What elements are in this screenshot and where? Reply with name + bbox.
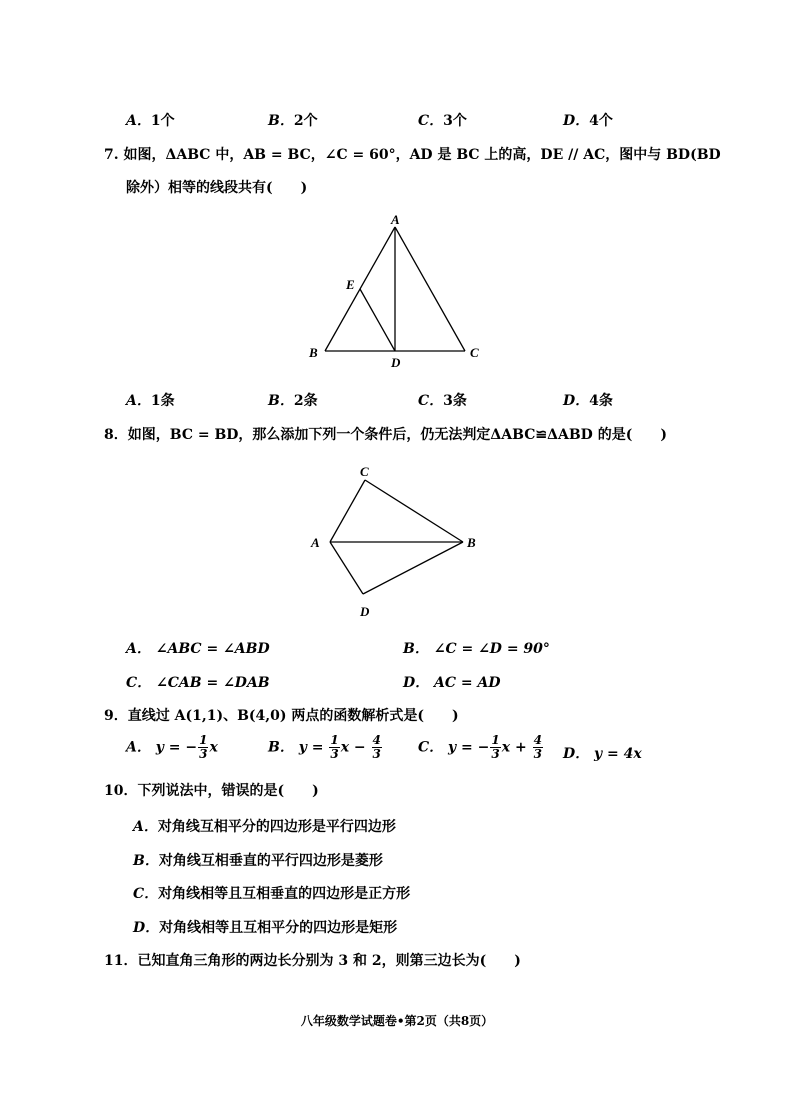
q9-option-c: C． y = − $\frac{1}{3}$ x + $\frac{4}{3}$ [418,733,542,761]
q7-label-c: C [470,345,479,360]
q8-option-a: A． ∠ABC = ∠ABD [126,641,270,657]
q10-option-a: A．对角线互相平分的四边形是平行四边形 [133,819,396,835]
q7-stem-line1: 7. 如图，ΔABC 中，AB = BC，∠C = 60°，AD 是 BC 上的高，DE // AC，图中与 BD(BD [104,147,721,163]
q8-label-c: C [360,464,369,479]
q8-segment-ac [330,480,365,542]
q7-option-a: A．1条 [126,393,175,409]
fraction: $\frac{1}{3}$ [199,733,208,761]
q8-label-a: A [311,535,320,550]
q9-option-b: B． y = $\frac{1}{3}$ x − $\frac{4}{3}$ [268,733,381,761]
q7-option-c: C．3条 [418,393,467,409]
q7-segment-ac [395,227,465,351]
q6-option-d: D．4个 [563,113,613,129]
q8-figure [300,458,500,628]
q8-stem: 8．如图，BC = BD，那么添加下列一个条件后，仍无法判定ΔABC≌ΔABD 的是( ) [104,427,667,443]
q8-option-c: C． ∠CAB = ∠DAB [126,675,270,691]
fraction: $\frac{1}{3}$ [330,733,339,761]
q6-option-b: B．2个 [268,113,318,129]
q8-option-b: B． ∠C = ∠D = 90° [403,641,550,657]
q10-stem: 10．下列说法中，错误的是( ) [104,783,319,799]
q7-label-d: D [391,355,401,370]
q7-stem-line2: 除外）相等的线段共有( ) [126,180,308,196]
fraction: $\frac{4}{3}$ [372,733,381,761]
q8-label-b: B [467,535,476,550]
q10-option-b: B．对角线互相垂直的平行四边形是菱形 [133,853,383,869]
q9-option-a: A． y = − $\frac{1}{3}$ x [126,733,218,761]
q7-label-b: B [309,345,318,360]
q7-segment-de [360,289,395,351]
q10-option-c: C．对角线相等且互相垂直的四边形是正方形 [133,886,411,902]
q8-segment-db [363,542,463,594]
q8-label-d: D [360,604,370,619]
q7-figure [300,205,500,375]
q8-option-d: D． AC = AD [403,675,501,691]
fraction: $\frac{4}{3}$ [533,733,542,761]
q8-segment-cb [365,480,463,542]
q6-option-c: C．3个 [418,113,467,129]
q9-stem: 9．直线过 A(1,1)、B(4,0) 两点的函数解析式是( ) [104,708,459,724]
q10-option-d: D．对角线相等且互相平分的四边形是矩形 [133,920,398,936]
q7-label-e: E [346,277,355,292]
q9-option-d: D． y = 4x [563,746,642,762]
q11-stem: 11．已知直角三角形的两边长分别为 3 和 2，则第三边长为( ) [104,953,521,969]
q7-option-b: B．2条 [268,393,318,409]
q7-label-a: A [391,212,400,227]
q6-option-a: A．1个 [126,113,175,129]
page-footer: 八年级数学试题卷•第2页（共8页） [300,1014,494,1028]
q8-segment-ad [330,542,363,594]
fraction: $\frac{1}{3}$ [491,733,500,761]
q7-option-d: D．4条 [563,393,613,409]
